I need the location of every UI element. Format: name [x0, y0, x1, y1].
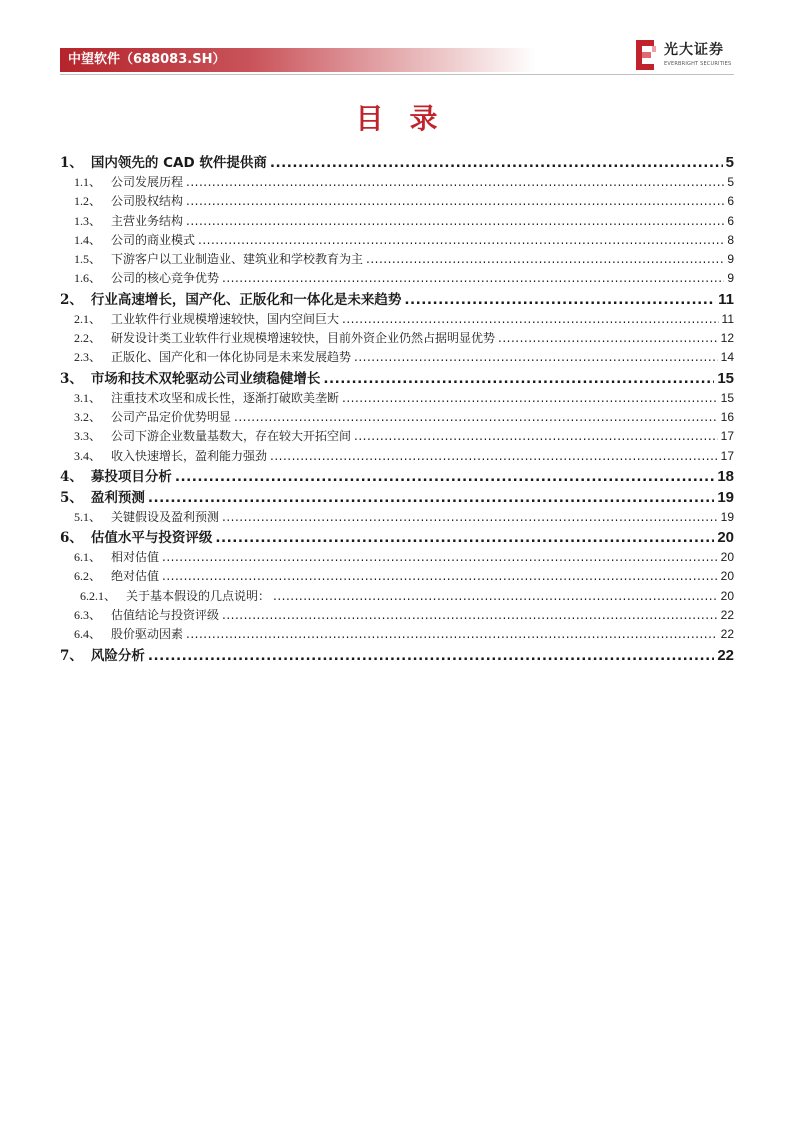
toc-entry-label: 公司股权结构: [111, 194, 184, 209]
everbright-logo-icon: [634, 40, 658, 70]
toc-entry-number: 6.1: [74, 550, 89, 565]
toc-page-number: 6: [727, 213, 734, 228]
toc-entry-label: 关键假设及盈利预测: [111, 509, 220, 524]
toc-entry-number: 1.5: [74, 252, 89, 267]
table-of-contents: [60, 152, 734, 666]
toc-entry[interactable]: [60, 389, 734, 408]
toc-entry-label: 估值结论与投资评级: [111, 608, 220, 623]
toc-entry-separator: 、: [89, 213, 102, 228]
toc-entry-label: 正版化、国产化和一体化协同是未来发展趋势: [111, 350, 352, 365]
toc-entry-label: 风险分析: [90, 647, 145, 664]
toc-dot-leader: [354, 427, 718, 446]
toc-page-number: 11: [721, 311, 734, 326]
toc-entry-number: 3: [60, 370, 70, 387]
toc-dot-leader: [404, 290, 715, 310]
toc-dot-leader: [222, 606, 718, 625]
toc-dot-leader: [323, 369, 714, 389]
toc-entry-separator: 、: [89, 509, 102, 524]
toc-entry-label: 关于基本假设的几点说明：: [126, 588, 271, 603]
toc-page-number: 11: [718, 290, 734, 308]
toc-dot-leader: [234, 408, 718, 427]
toc-entry-number: 2.1: [74, 311, 89, 326]
toc-entry-number: 3.3: [74, 429, 89, 444]
toc-entry[interactable]: [60, 269, 734, 288]
toc-page-number: 20: [720, 569, 734, 584]
toc-entry[interactable]: [60, 606, 734, 625]
toc-entry-label: 估值水平与投资评级: [90, 530, 213, 547]
toc-entry[interactable]: [60, 548, 734, 567]
toc-entry-number: 6.2: [74, 569, 89, 584]
toc-page-number: 15: [717, 369, 734, 387]
toc-entry-separator: 、: [89, 175, 102, 189]
toc-entry-label: 工业软件行业规模增速较快，国内空间巨大: [111, 311, 340, 326]
toc-dot-leader: [270, 447, 718, 466]
toc-entry-label: 公司发展历程: [111, 175, 184, 189]
brand-subtitle: EVERBRIGHT SECURITIES: [664, 61, 732, 67]
toc-entry-separator: 、: [69, 489, 83, 506]
toc-entry-label: 主营业务结构: [111, 213, 184, 228]
toc-title: 目录: [355, 102, 464, 135]
toc-entry-number: 1.6: [74, 271, 89, 286]
toc-entry-separator: 、: [89, 429, 102, 444]
report-title: 中望软件（688083.SH）: [68, 52, 226, 67]
toc-page-number: 19: [717, 488, 734, 506]
toc-entry-number: 5: [60, 489, 70, 506]
toc-entry-label: 公司的商业模式: [111, 232, 196, 247]
toc-dot-leader: [342, 389, 718, 408]
toc-entry[interactable]: [60, 329, 734, 348]
toc-dot-leader: [366, 250, 724, 269]
toc-entry-number: 2.3: [74, 350, 89, 365]
toc-entry-label: 研发设计类工业软件行业规模增速较快，目前外资企业仍然占据明显优势: [111, 331, 496, 346]
toc-entry-number: 6: [60, 530, 70, 547]
toc-entry-separator: 、: [89, 569, 102, 584]
toc-entry-number: 2: [60, 291, 70, 308]
toc-page-number: 6: [727, 194, 734, 209]
toc-entry-separator: 、: [89, 550, 102, 565]
toc-entry-label: 募投项目分析: [90, 468, 172, 485]
toc-entry-number: 7: [60, 647, 70, 664]
toc-entry-label: 注重技术攻坚和成长性，逐渐打破欧美垄断: [111, 390, 340, 405]
toc-entry-label: 股价驱动因素: [111, 627, 184, 642]
toc-entry-label: 国内领先的 CAD 软件提供商: [90, 155, 267, 171]
toc-entry-separator: 、: [89, 331, 102, 346]
toc-entry-number: 3.1: [74, 390, 89, 405]
toc-entry-label: 行业高速增长，国产化、正版化和一体化是未来趋势: [90, 291, 402, 308]
toc-entry-number: 6.4: [74, 627, 89, 642]
toc-page-number: 19: [720, 509, 734, 524]
toc-dot-leader: [342, 310, 719, 329]
toc-entry-number: 2.2: [74, 331, 89, 346]
toc-entry-separator: 、: [69, 291, 83, 308]
toc-page-number: 22: [720, 627, 734, 642]
toc-dot-leader: [354, 348, 718, 367]
toc-dot-leader: [270, 153, 723, 173]
toc-entry-separator: 、: [69, 468, 83, 485]
toc-entry-number: 1: [60, 155, 70, 171]
toc-entry-separator: 、: [89, 448, 102, 463]
toc-page-number: 5: [725, 154, 734, 171]
toc-dot-leader: [215, 528, 714, 548]
toc-page-number: 18: [717, 467, 734, 485]
toc-entry-label: 市场和技术双轮驱动公司业绩稳健增长: [90, 370, 321, 387]
toc-dot-leader: [186, 212, 724, 231]
toc-entry[interactable]: [60, 289, 734, 310]
toc-entry[interactable]: [60, 427, 734, 446]
toc-entry-separator: 、: [89, 252, 102, 267]
brand-name: 光大证券: [664, 42, 724, 58]
toc-entry-separator: 、: [89, 350, 102, 365]
toc-entry-separator: 、: [89, 311, 102, 326]
toc-entry[interactable]: [60, 587, 734, 606]
toc-dot-leader: [186, 173, 724, 192]
toc-entry-number: 1.3: [74, 213, 89, 228]
toc-entry-number: 1.4: [74, 232, 89, 247]
toc-entry-separator: 、: [69, 647, 83, 664]
toc-entry-separator: 、: [69, 530, 83, 547]
toc-entry-number: 3.2: [74, 409, 89, 424]
toc-page-number: 5: [727, 175, 734, 189]
toc-dot-leader: [186, 625, 718, 644]
toc-entry-separator: 、: [69, 155, 83, 171]
toc-entry-separator: 、: [89, 409, 102, 424]
toc-entry-number: 1.2: [74, 194, 89, 209]
toc-page-number: 22: [717, 646, 734, 664]
toc-entry-number: 4: [60, 468, 70, 485]
toc-entry[interactable]: [60, 447, 734, 466]
toc-entry-number: 5.1: [74, 509, 89, 524]
toc-dot-leader: [162, 548, 718, 567]
toc-entry[interactable]: [60, 567, 734, 586]
toc-entry[interactable]: [60, 487, 734, 508]
toc-page-number: 17: [720, 429, 734, 444]
toc-dot-leader: [186, 192, 724, 211]
toc-entry-number: 3.4: [74, 448, 89, 463]
toc-entry-separator: 、: [69, 370, 83, 387]
toc-entry[interactable]: [60, 368, 734, 389]
toc-entry[interactable]: [60, 645, 734, 666]
toc-page-number: 22: [720, 608, 734, 623]
toc-entry-separator: 、: [104, 588, 117, 603]
toc-entry-separator: 、: [89, 390, 102, 405]
toc-page-number: 20: [720, 550, 734, 565]
toc-entry[interactable]: [60, 527, 734, 548]
toc-entry[interactable]: [60, 231, 734, 250]
toc-entry-number: 6.3: [74, 608, 89, 623]
toc-page-number: 8: [727, 232, 734, 247]
toc-dot-leader: [162, 567, 718, 586]
toc-entry[interactable]: [60, 173, 734, 192]
toc-entry-label: 公司下游企业数量基数大，存在较大开拓空间: [111, 429, 352, 444]
report-header-bar: [60, 48, 536, 72]
toc-dot-leader: [222, 269, 724, 288]
toc-dot-leader: [273, 587, 718, 606]
toc-entry-label: 下游客户以工业制造业、建筑业和学校教育为主: [111, 252, 364, 267]
toc-entry[interactable]: [60, 310, 734, 329]
toc-dot-leader: [175, 467, 714, 487]
toc-entry-separator: 、: [89, 608, 102, 623]
brand-logo: [634, 40, 734, 72]
toc-page-number: 20: [717, 529, 734, 547]
toc-entry[interactable]: [60, 508, 734, 527]
toc-entry[interactable]: [60, 192, 734, 211]
toc-entry[interactable]: [60, 152, 734, 173]
toc-dot-leader: [148, 488, 714, 508]
toc-entry-separator: 、: [89, 232, 102, 247]
toc-entry-number: 6.2.1: [80, 588, 104, 603]
toc-entry-number: 1.1: [74, 175, 89, 189]
toc-entry-separator: 、: [89, 627, 102, 642]
toc-page-number: 20: [720, 588, 734, 603]
toc-entry[interactable]: [60, 625, 734, 644]
toc-entry-label: 公司产品定价优势明显: [111, 409, 232, 424]
toc-page-number: 9: [727, 271, 734, 286]
toc-page-number: 17: [720, 448, 734, 463]
toc-entry[interactable]: [60, 466, 734, 487]
toc-entry-label: 收入快速增长，盈利能力强劲: [111, 448, 268, 463]
toc-entry[interactable]: [60, 348, 734, 367]
toc-page-number: 9: [727, 252, 734, 267]
toc-page-number: 16: [720, 409, 734, 424]
toc-entry-label: 相对估值: [111, 550, 160, 565]
toc-entry-label: 盈利预测: [90, 489, 145, 506]
toc-dot-leader: [498, 329, 718, 348]
toc-page-number: 14: [720, 350, 734, 365]
toc-entry[interactable]: [60, 408, 734, 427]
toc-page-number: 12: [720, 331, 734, 346]
toc-dot-leader: [222, 508, 718, 527]
toc-dot-leader: [148, 646, 714, 666]
toc-entry[interactable]: [60, 212, 734, 231]
toc-entry[interactable]: [60, 250, 734, 269]
toc-page-number: 15: [720, 390, 734, 405]
toc-entry-label: 绝对估值: [111, 569, 160, 584]
toc-entry-label: 公司的核心竞争优势: [111, 271, 220, 286]
toc-dot-leader: [198, 231, 724, 250]
toc-entry-separator: 、: [89, 271, 102, 286]
header-divider: [60, 74, 734, 75]
toc-entry-separator: 、: [89, 194, 102, 209]
